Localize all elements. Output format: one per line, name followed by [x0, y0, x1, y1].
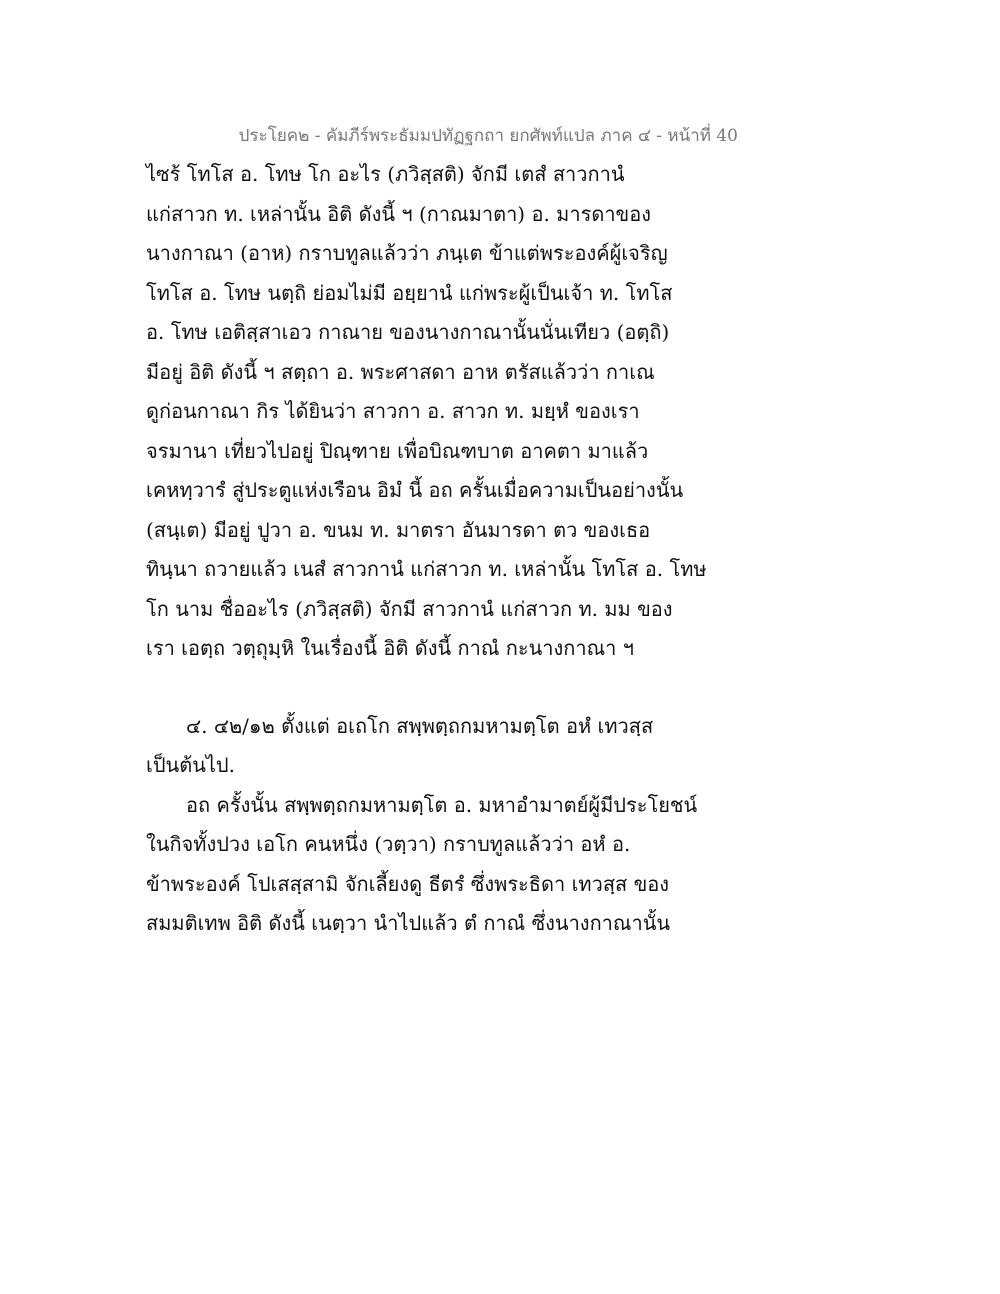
text-line: เป็นต้นไป.	[146, 753, 235, 777]
body-text	[146, 155, 706, 944]
text-line: (สนฺเต) มีอยู่ ปูวา อ. ขนม ท. มาตรา อันมารดา ตว ของเธอ	[146, 517, 651, 542]
paragraph-1	[146, 155, 706, 669]
text-line: โทโส อ. โทษ นตฺถิ ย่อมไม่มี อยฺยานํ แก่พระผู้เป็นเจ้า ท. โทโส	[146, 280, 673, 305]
text-line: ไซร้ โทโส อ. โทษ โก อะไร (ภวิสฺสติ) จักมี เตสํ สาวกานํ	[146, 162, 625, 186]
text-line: โก นาม ชื่ออะไร (ภวิสฺสติ) จักมี สาวกานํ แก่สาวก ท. มม ของ	[146, 596, 673, 621]
text-line: มีอยู่ อิติ ดังนี้ ฯ สตฺถา อ. พระศาสดา อาห ตรัสแล้วว่า กาเณ	[146, 359, 655, 384]
running-header: ประโยค๒ - คัมภีร์พระธัมมปทัฏฐกถา ยกศัพท์แปล ภาค ๔ - หน้าที่ 40	[238, 126, 738, 146]
text-line: นางกาณา (อาห) กราบทูลแล้วว่า ภนฺเต ข้าแต่พระองค์ผู้เจริญ	[146, 241, 668, 265]
text-line: เคหทฺวารํ สู่ประตูแห่งเรือน อิมํ นี้ อถ ครั้นเมื่อความเป็นอย่างนั้น	[146, 478, 684, 502]
paragraph-gap	[146, 669, 706, 707]
text-line: อ. โทษ เอติสฺสาเอว กาณาย ของนางกาณานั้นนั่นเทียว (อตฺถิ)	[146, 320, 670, 344]
text-line: ทินฺนา ถวายแล้ว เนสํ สาวกานํ แก่สาวก ท. เหล่านั้น โทโส อ. โทษ	[146, 557, 707, 581]
text-line: ดูก่อนกาณา กิร ได้ยินว่า สาวกา อ. สาวก ท. มยฺหํ ของเรา	[146, 399, 640, 423]
text-line: ในกิจทั้งปวง เอโก คนหนึ่ง (วตฺวา) กราบทูลแล้วว่า อหํ อ.	[146, 832, 631, 856]
text-line: เรา เอตฺถ วตฺถุมฺหิ ในเรื่องนี้ อิติ ดังนี้ กาณํ กะนางกาณา ฯ	[146, 636, 634, 660]
paragraph-2-section-heading	[146, 707, 706, 786]
section-heading-line: ๔. ๔๒/๑๒ ตั้งแต่ อเถโก สพฺพตฺถกมหามตฺโต อหํ เทวสฺส	[186, 713, 654, 738]
text-line: แก่สาวก ท. เหล่านั้น อิติ ดังนี้ ฯ (กาณมาตา) อ. มารดาของ	[146, 201, 652, 226]
paragraph-3	[146, 786, 706, 944]
text-line: ข้าพระองค์ โปเสสฺสามิ จักเลี้ยงดู ธีตรํ ซึ่งพระธิดา เทวสฺส ของ	[146, 871, 670, 896]
text-line: จรมานา เที่ยวไปอยู่ ปิณฺฑาย เพื่อบิณฑบาต อาคตา มาแล้ว	[146, 438, 649, 463]
text-line: สมมติเทพ อิติ ดังนี้ เนตฺวา นำไปแล้ว ตํ กาณํ ซึ่งนางกาณานั้น	[146, 911, 671, 935]
text-line: อถ ครั้งนั้น สพฺพตฺถกมหามตฺโต อ. มหาอำมาตย์ผู้มีประโยชน์	[186, 792, 698, 817]
